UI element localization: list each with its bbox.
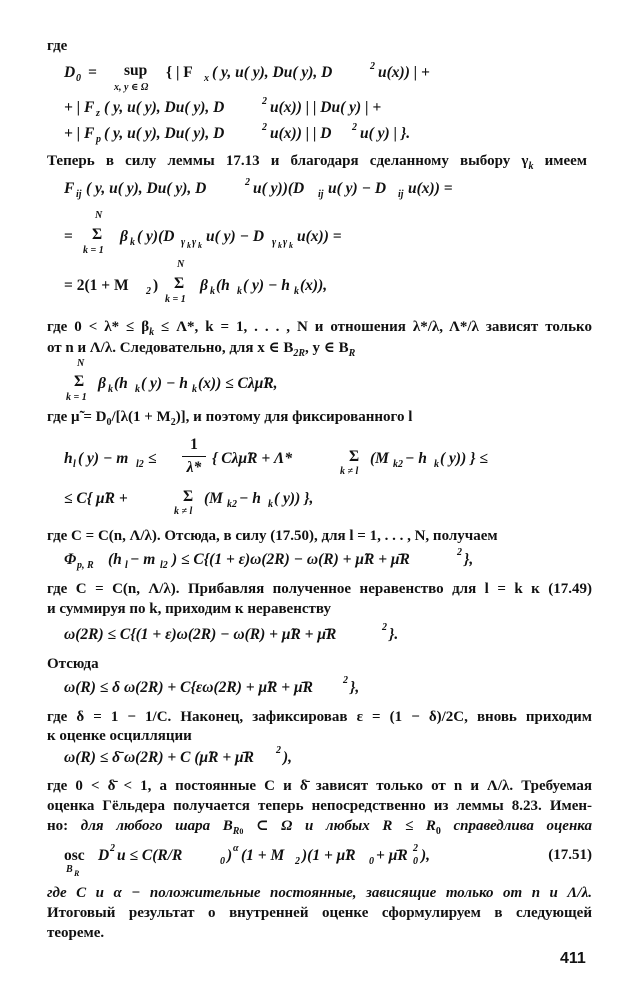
text-line-2: где $0 < \lambda* \le \beta_k \le \Lambda*$, k = 1, . . . , N и отношения λ*/λ, Λ*/λ зависят только bbox=[47, 319, 592, 338]
text-line-9: где δ = 1 − 1/C. Наконец, зафиксировав ε = (1 − δ)/2C, вновь приходим bbox=[47, 709, 592, 725]
text-line-5: где C = C(n, Λ/λ). Отсюда, в силу (17.50), для l = 1, . . . , N, получаем bbox=[47, 528, 498, 544]
book-page: где D 0 = sup x, y ∈ Ω { | F x ( y, u( y), Du( y), D 2 u(x)) | + + | F z ( y, u( y), Du( y), D 2 u(x)) | | Du( y) | + + | F p ( y, u( y), Du( y), D 2 u(x)) | | D 2 u( y) | }. Теперь в силу леммы 17.13 и благодаря сделанному выбору $\gamma_k$ имеем F ij ( y, u( y), Du( y), D 2 u( y))(D ij u( y) − D ij u(x)) = = N Σ k = 1 β k ( y)(D γ k γ k u( y) − D γ k γ k u(x)) = = 2(1 + M 2 ) N Σ k = 1 β k (h k ( y) − h k (x)), где $0 < \lambda* \le \beta_k \le \Lambda*$, k = 1, . . . , N и отношения λ*/λ, Λ*/λ зависят только от n и Λ/λ. Следовательно, для x ∈ $B_{2R}$, y ∈ $B_R$ N Σ k = 1 β k (h k ( y) − h k (x)) ≤ Cλμ̃R, где μ̃ = $D_0/[\lambda(1 + M_2)]$, и поэтому для фиксированного l h l ( y) − m l2 ≤ 1 λ* { Cλμ̃R + Λ* Σ k ≠ l (M k2 − h k ( y)) } ≤ ≤ C{ μ̃R + Σ k ≠ l (M k2 − h k ( y)) }, где C = C(n, Λ/λ). Отсюда, в силу (17.50), для l = 1, . . . , N, получаем Φ p, R (h l − m l2 ) ≤ C{(1 + ε)ω(2R) − ω(R) + μ̃R + μ̄R 2 }, где C = C(n, Λ/λ). Прибавляя полученное неравенство для l = k к (17.49) и суммируя по k, приходим к неравенству ω(2R) ≤ C{(1 + ε)ω(2R) − ω(R) + μ̃R + μ̄R 2 }. Отсюда ω(R) ≤ δ ω(2R) + C{εω(2R) + μ̃R + μ̄R 2 }, где δ = 1 − 1/C. Наконец, зафиксировав ε = (1 − δ)/2C, вновь приходим к оценке осцилляции ω(R) ≤ δ̄ ω(2R) + C (μ̃R + μ̄R 2 ), где 0 < δ̄ < 1, а постоянные C и δ̄ зависят только от n и Λ/λ. Требуемая оценка Гёльдера получается теперь непосредственно из леммы 8.23. Имен- но: для любого шара $B_{R0}$ ⊂ Ω и любых $R \le R_0$ справедлива оценка osc B R D 2 u ≤ C(R/R 0 ) α (1 + M 2 )(1 + μ̃R 0 + μ̄R 2 0 ), (17.51) где C и α − положительные постоянные, зависящие только от n и Λ/λ. Итоговый результат о внутренней оценке сформулируем в следующей теореме. 411 bbox=[47, 38, 593, 967]
text-line-13: но: для любого шара $B_{R0}$ ⊂ Ω и любых $R \le R_0$ справедлива оценка bbox=[47, 818, 593, 837]
text-line-1: Теперь в силу леммы 17.13 и благодаря сделанному выбору $\gamma_k$ имеем bbox=[47, 153, 587, 172]
text-line-15: Итоговый результат о внутренней оценке сформулируем в следующей bbox=[47, 905, 592, 921]
text-line-16: теореме. bbox=[47, 925, 105, 941]
text-line-7: и суммируя по k, приходим к неравенству bbox=[47, 601, 331, 617]
text-line-12: оценка Гёльдера получается теперь непосредственно из леммы 8.23. Имен- bbox=[47, 798, 592, 814]
text-line-11: где 0 < δ̄ < 1, а постоянные C и δ̄ зависят только от n и Λ/λ. Требуемая bbox=[47, 778, 592, 794]
text-line-4: где μ̃ = $D_0/[\lambda(1 + M_2)]$, и поэтому для фиксированного l bbox=[47, 409, 413, 428]
text-line-3: от n и Λ/λ. Следовательно, для x ∈ $B_{2R}$, y ∈ $B_R$ bbox=[47, 340, 356, 359]
equation-number: (17.51) bbox=[548, 847, 592, 863]
page-number: 411 bbox=[560, 950, 586, 967]
text-gde: где bbox=[47, 38, 68, 54]
text-line-14: где C и α − положительные постоянные, зависящие только от n и Λ/λ. bbox=[47, 885, 592, 901]
text-line-8: Отсюда bbox=[47, 656, 99, 672]
text-line-6: где C = C(n, Λ/λ). Прибавляя полученное неравенство для l = k к (17.49) bbox=[47, 581, 592, 597]
text-line-10: к оценке осцилляции bbox=[47, 728, 192, 744]
